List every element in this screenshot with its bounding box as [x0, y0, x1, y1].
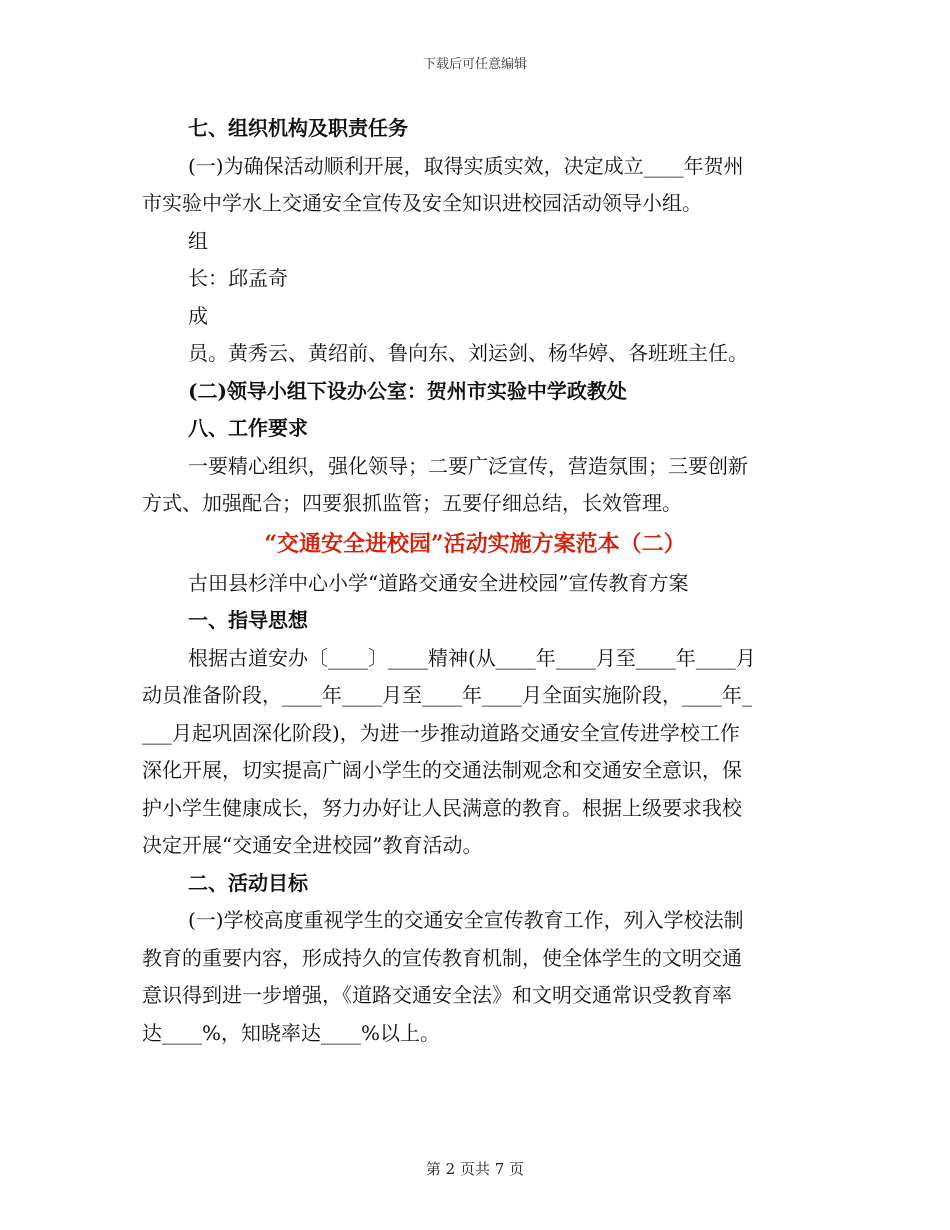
page-header-note: 下载后可任意编辑 [422, 57, 527, 72]
section-heading-7: 七、组织机构及职责任务 [188, 116, 408, 140]
paragraph-line: 员。黄秀云、黄绍前、鲁向东、刘运剑、杨华婷、各班班主任。 [188, 341, 748, 365]
paragraph-line: 根据古道安办〔____〕____精神(从____年____月至____年____月 [188, 645, 756, 670]
paragraph-line: 方式、加强配合；四要狠抓监管；五要仔细总结，长效管理。 [142, 491, 682, 515]
paragraph-line: 组 [188, 228, 208, 253]
paragraph-line: 护小学生健康成长，努力办好让人民满意的教育。根据上级要求我校 [142, 795, 742, 820]
page-footer-number: 第 2 页共 7 页 [425, 1160, 525, 1178]
document-subtitle: 古田县杉洋中心小学“道路交通安全进校园”宣传教育方案 [188, 570, 689, 595]
document-title: “交通安全进校园”活动实施方案范本（二） [264, 530, 686, 557]
paragraph-line: ___月起巩固深化阶段)，为进一步推动道路交通安全宣传进学校工作 [142, 720, 740, 745]
paragraph-line: 动员准备阶段，____年____月至____年____月全面实施阶段，____年_ [142, 683, 752, 707]
document-body [142, 110, 808, 1052]
section-heading-8: 八、工作要求 [188, 416, 308, 440]
paragraph-line: (一)学校高度重视学生的交通安全宣传教育工作，列入学校法制 [188, 908, 744, 932]
paragraph-line: 市实验中学水上交通安全宣传及安全知识进校园活动领导小组。 [142, 191, 702, 215]
subsection-heading: (二)领导小组下设办公室：贺州市实验中学政教处 [188, 378, 627, 403]
section-heading-2: 二、活动目标 [188, 870, 308, 895]
paragraph-line: 一要精心组织，强化领导；二要广泛宣传，营造氛围；三要创新 [188, 453, 748, 478]
paragraph-line: 教育的重要内容，形成持久的宣传教育机制，使全体学生的文明交通 [142, 945, 742, 970]
paragraph-line: 决定开展“交通安全进校园”教育活动。 [142, 833, 483, 857]
paragraph-line: 意识得到进一步增强，《道路交通安全法》和文明交通常识受教育率 [142, 983, 732, 1007]
paragraph-line: (一)为确保活动顺利开展，取得实质实效，决定成立____年贺州 [188, 153, 744, 178]
paragraph-line: 深化开展，切实提高广阔小学生的交通法制观念和交通安全意识，保 [142, 758, 742, 782]
paragraph-line: 成 [188, 303, 208, 328]
paragraph-line: 达____%，知晓率达____%以上。 [142, 1020, 441, 1045]
section-heading-1: 一、指导思想 [188, 608, 308, 632]
paragraph-line: 长：邱孟奇 [188, 266, 288, 290]
